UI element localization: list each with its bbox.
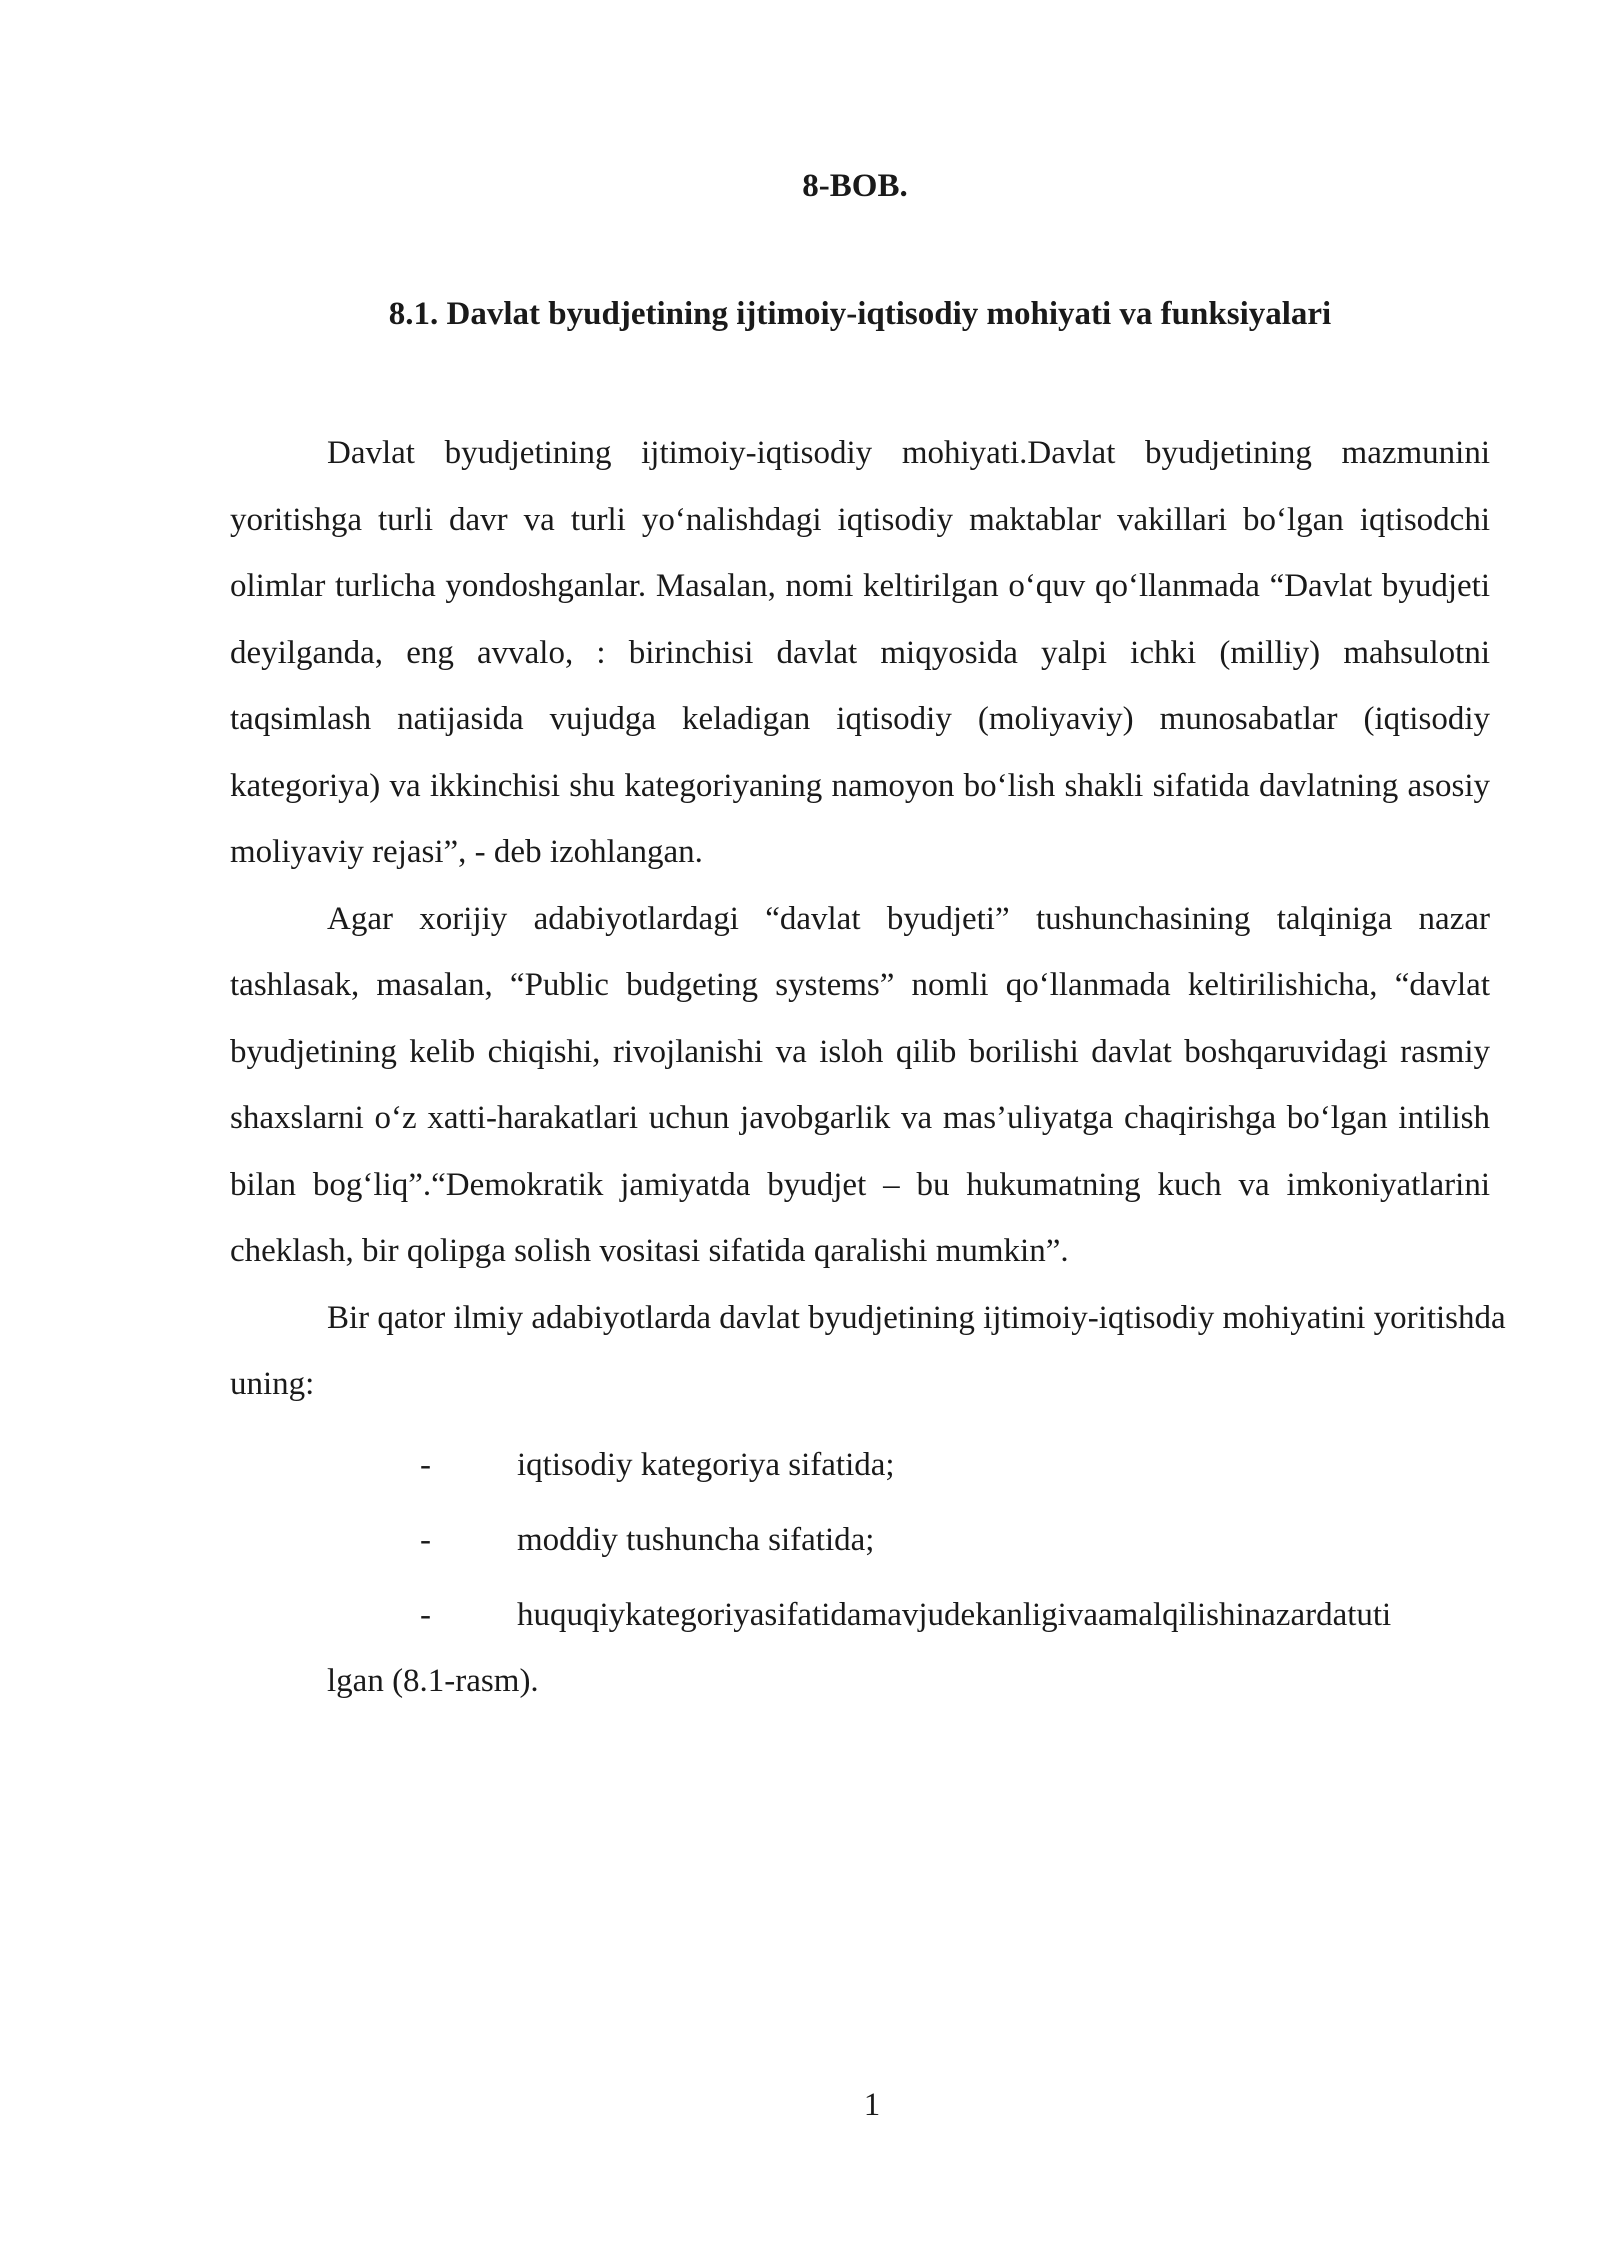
list-item-text: huquqiykategoriyasifatidamavjudekanligivaamalqilishinazardatuti xyxy=(517,1596,1392,1633)
list-item xyxy=(230,1507,1490,1574)
paragraph-3: Bir qator ilmiy adabiyotlarda davlat byudjetining ijtimoiy-iqtisodiy mohiyatini yoritishda uning: xyxy=(230,1299,1506,1402)
list-item-continuation: lgan (8.1-rasm). xyxy=(327,1663,539,1699)
list-item-text: moddiy tushuncha sifatida; xyxy=(517,1521,875,1558)
paragraph-1: Davlat byudjetining ijtimoiy-iqtisodiy mohiyati.Davlat byudjetining mazmunini yoritishga turli davr va turli yo‘nalishdagi iqtisodiy maktablar vakillari bo‘lgan iqtisodchi olimlar turlicha yondoshganlar. Masalan, nomi keltirilgan o‘quv qo‘llanmada “Davlat byudjeti deyilganda, eng avvalo, : birinchisi davlat miqyosida yalpi ichki (milliy) mahsulotni taqsimlash natijasida vujudga keladigan iqtisodiy (moliyaviy) munosabatlar (iqtisodiy kategoriya) va ikkinchisi shu kategoriyaning namoyon bo‘lish shakli sifatida davlatning asosiy moliyaviy rejasi”, - deb izohlangan. xyxy=(230,435,1490,870)
list-item-text: iqtisodiy kategoriya sifatida; xyxy=(517,1446,895,1483)
bullet-list xyxy=(230,1432,1490,1715)
list-item xyxy=(230,1432,1490,1499)
paragraph-2: Agar xorijiy adabiyotlardagi “davlat byudjeti” tushunchasining talqiniga nazar tashlasak, masalan, “Public budgeting systems” nomli qo‘llanmada keltirilishicha, “davlat byudjetining kelib chiqishi, rivojlanishi va isloh qilib borilishi davlat boshqaruvidagi rasmiy shaxslarni o‘z xatti-harakatlari uchun javobgarlik va mas’uliyatga chaqirishga bo‘lgan intilish bilan bog‘liq”.“Demokratik jamiyatda byudjet – bu hukumatning kuch va imkoniyatlarini cheklash, bir qolipga solish vositasi sifatida qaralishi mumkin”. xyxy=(230,900,1490,1269)
list-dash: - xyxy=(420,1446,431,1483)
body-text xyxy=(230,420,1506,1723)
chapter-heading: 8-BOB. xyxy=(802,168,908,204)
list-item xyxy=(230,1582,1490,1715)
list-dash: - xyxy=(420,1521,431,1558)
section-heading: 8.1. Davlat byudjetining ijtimoiy-iqtisodiy mohiyati va funksiyalari xyxy=(388,296,1332,332)
page-number: 1 xyxy=(863,2087,881,2123)
list-dash: - xyxy=(420,1596,431,1633)
